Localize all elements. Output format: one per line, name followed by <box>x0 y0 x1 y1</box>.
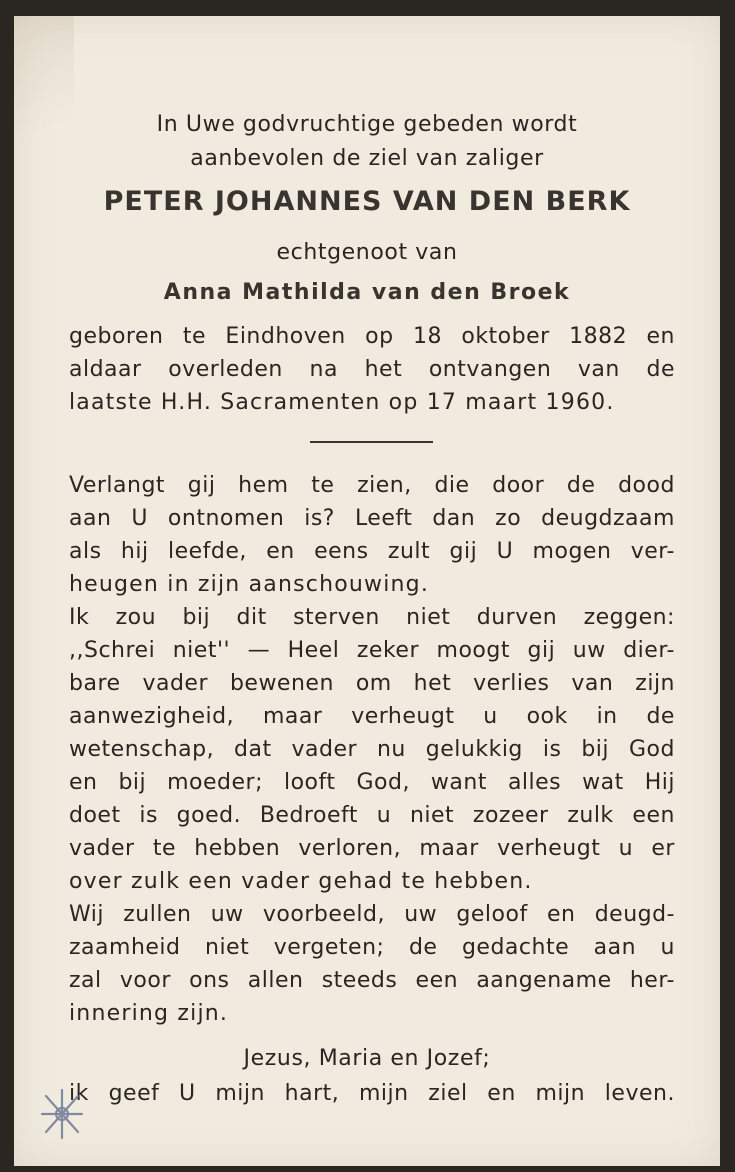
word: als <box>69 539 102 564</box>
word: aangename <box>476 968 612 993</box>
word: een <box>415 968 459 993</box>
word: bewenen <box>229 671 334 696</box>
word: ontnomen <box>167 506 285 531</box>
word: te <box>152 836 176 861</box>
word: vader <box>142 671 209 696</box>
word: verheugt <box>497 836 601 861</box>
word: ziel <box>428 1081 468 1106</box>
word: aan <box>69 506 112 531</box>
word: moogt <box>436 638 510 663</box>
word: bare <box>69 671 121 696</box>
word: doet <box>69 803 121 828</box>
word: dier- <box>623 638 675 663</box>
word: verlies <box>473 671 550 696</box>
word: moeder; <box>167 770 264 795</box>
word: zal <box>69 968 102 993</box>
word: overleden <box>168 357 283 382</box>
word: want <box>430 770 487 795</box>
word: Verlangt <box>69 473 166 498</box>
body-line-12 <box>69 836 675 861</box>
body-line-13: over zulk een vader gehad te hebben. <box>69 869 533 894</box>
word: en <box>646 324 675 349</box>
life-line-3: laatste H.H. Sacramenten op 17 maart 1960. <box>69 390 615 415</box>
word: deugdzaam <box>541 506 675 531</box>
word: eens <box>314 539 369 564</box>
word: uw <box>572 638 606 663</box>
word: u <box>618 836 634 861</box>
word: U <box>496 539 514 564</box>
ink-stamp-mark <box>36 1084 88 1144</box>
word: dan <box>432 506 476 531</box>
body-line-5 <box>69 605 675 630</box>
intro-line-1: In Uwe godvruchtige gebeden wordt <box>156 112 578 137</box>
prayer-line-2 <box>69 1081 675 1106</box>
word: is? <box>304 506 335 531</box>
body-line-16 <box>69 968 675 993</box>
body-line-9 <box>69 737 675 762</box>
word: U <box>131 506 148 531</box>
word: deugd- <box>594 902 675 927</box>
word: God, <box>356 770 410 795</box>
word: Bedroeft <box>259 803 358 828</box>
word: u <box>483 704 498 729</box>
word: bij <box>118 770 147 795</box>
word: verloren, <box>298 836 402 861</box>
word: een <box>632 803 675 828</box>
body-line-8 <box>69 704 675 729</box>
word: ontvangen <box>428 357 552 382</box>
word: vader <box>69 836 135 861</box>
word: maar <box>262 704 323 729</box>
word: 1882 <box>569 324 628 349</box>
word: verheugt <box>351 704 455 729</box>
word: sterven <box>293 605 380 630</box>
word: Hij <box>644 770 675 795</box>
word: ik <box>69 1081 89 1106</box>
word: zullen <box>123 902 192 927</box>
word: mijn <box>215 1081 265 1106</box>
word: voorbeeld, <box>262 902 385 927</box>
word: — <box>247 638 271 663</box>
word: zien, <box>357 473 412 498</box>
word: om <box>355 671 392 696</box>
word: u <box>660 935 675 960</box>
word: gelukkig <box>425 737 523 762</box>
word: mijn <box>358 1081 409 1106</box>
word: uw <box>404 902 438 927</box>
body-line-14 <box>69 902 675 927</box>
word: 18 <box>412 324 442 349</box>
word: her- <box>629 968 675 993</box>
word: maar <box>419 836 479 861</box>
word: dit <box>236 605 267 630</box>
word: hart, <box>284 1081 340 1106</box>
word: dat <box>234 737 272 762</box>
body-line-11 <box>69 803 675 828</box>
word: de <box>646 704 675 729</box>
word: geboren <box>69 324 164 349</box>
body-line-3 <box>69 539 675 564</box>
intro-line-2: aanbevolen de ziel van zaliger <box>190 146 544 171</box>
word: en <box>487 1081 516 1106</box>
relation-line: echtgenoot van <box>276 240 458 265</box>
word: hem <box>238 473 289 498</box>
word: vergeten; <box>273 935 385 960</box>
word: dood <box>618 473 675 498</box>
word: steeds <box>321 968 398 993</box>
word: gij <box>449 539 478 564</box>
body-line-7 <box>69 671 675 696</box>
word: niet <box>205 935 250 960</box>
word: Leeft <box>354 506 413 531</box>
spouse-name: Anna Mathilda van den Broek <box>163 280 571 305</box>
word: en <box>69 770 98 795</box>
word: U <box>179 1081 196 1106</box>
word: ook <box>526 704 568 729</box>
word: uw <box>210 902 244 927</box>
body-line-17: innering zijn. <box>69 1001 229 1026</box>
word: aanwezigheid, <box>69 704 235 729</box>
word: door <box>492 473 545 498</box>
life-line-1 <box>69 324 675 349</box>
word: voor <box>119 968 171 993</box>
word: zulk <box>567 803 614 828</box>
divider-rule <box>310 441 433 443</box>
word: durven <box>476 605 558 630</box>
word: van <box>577 357 620 382</box>
word: niet <box>409 803 455 828</box>
word: gij <box>187 473 216 498</box>
word: Wij <box>69 902 104 927</box>
word: de <box>566 473 596 498</box>
word: de <box>408 935 438 960</box>
word: gij <box>527 638 556 663</box>
word: bij <box>581 737 610 762</box>
prayer-line-1: Jezus, Maria en Jozef; <box>243 1046 491 1071</box>
word: het <box>364 357 403 382</box>
word: wetenschap, <box>69 737 215 762</box>
life-line-2 <box>69 357 675 382</box>
body-line-15 <box>69 935 675 960</box>
word: na <box>309 357 338 382</box>
word: gedachte <box>461 935 570 960</box>
word: zult <box>387 539 431 564</box>
word: hij <box>120 539 149 564</box>
word: hebben <box>194 836 281 861</box>
word: ver- <box>630 539 675 564</box>
word: vader <box>291 737 358 762</box>
word: niet'' <box>172 638 231 663</box>
word: niet <box>406 605 451 630</box>
word: het <box>413 671 452 696</box>
word: ons <box>189 968 230 993</box>
word: goed. <box>176 803 242 828</box>
word: geef <box>108 1081 160 1106</box>
word: zozeer <box>472 803 549 828</box>
word: God <box>628 737 675 762</box>
word: zaamheid <box>69 935 181 960</box>
word: en <box>266 539 295 564</box>
word: oktober <box>461 324 550 349</box>
word: zeggen: <box>583 605 675 630</box>
word: leven. <box>604 1081 675 1106</box>
word: allen <box>247 968 304 993</box>
word: en <box>546 902 576 927</box>
word: te <box>182 324 207 349</box>
word: wat <box>582 770 624 795</box>
word: die <box>434 473 470 498</box>
word: zo <box>495 506 522 531</box>
word: nu <box>376 737 406 762</box>
word: u <box>376 803 392 828</box>
body-line-10 <box>69 770 675 795</box>
word: is <box>542 737 562 762</box>
word: alles <box>507 770 562 795</box>
word: leefde, <box>167 539 247 564</box>
body-line-2 <box>69 506 675 531</box>
word: van <box>571 671 614 696</box>
card-paper <box>14 16 720 1166</box>
word: zijn <box>635 671 675 696</box>
word: er <box>651 836 675 861</box>
deceased-name: PETER JOHANNES VAN DEN BERK <box>103 186 631 217</box>
body-line-4: heugen in zijn aanschouwing. <box>69 572 430 597</box>
body-line-1 <box>69 473 675 498</box>
word: geloof <box>456 902 528 927</box>
word: zeker <box>356 638 419 663</box>
word: aan <box>593 935 637 960</box>
word: Eindhoven <box>225 324 346 349</box>
word: zou <box>115 605 157 630</box>
word: looft <box>283 770 336 795</box>
word: te <box>311 473 335 498</box>
word: mijn <box>535 1081 586 1106</box>
word: ,,Schrei <box>69 638 156 663</box>
word: aldaar <box>69 357 142 382</box>
word: Heel <box>287 638 340 663</box>
word: op <box>365 324 394 349</box>
word: mogen <box>532 539 612 564</box>
word: in <box>596 704 618 729</box>
word: bij <box>182 605 211 630</box>
word: Ik <box>69 605 90 630</box>
word: is <box>139 803 158 828</box>
body-line-6 <box>69 638 675 663</box>
word: de <box>646 357 675 382</box>
